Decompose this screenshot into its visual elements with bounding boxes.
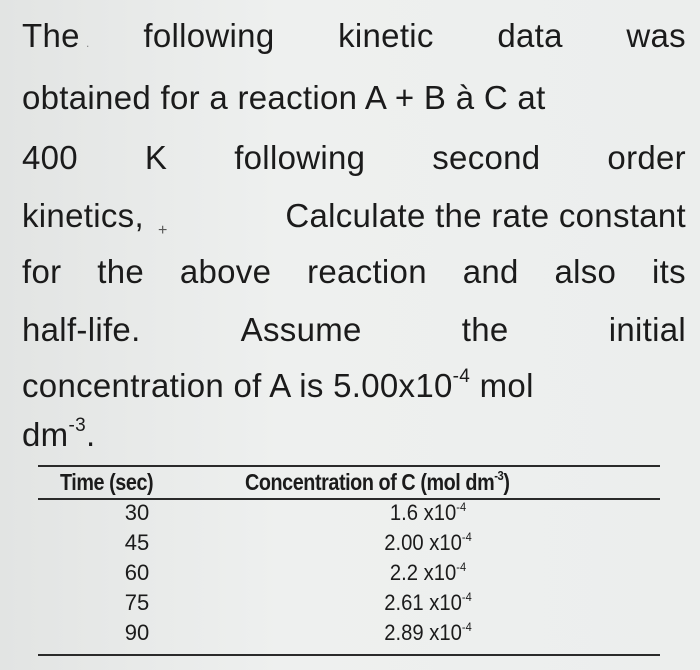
question-line-3	[22, 138, 686, 178]
word: K	[144, 139, 168, 176]
value: 2.00 x10	[384, 530, 462, 555]
column-header-concentration	[245, 467, 510, 497]
unit-text: mol	[470, 367, 534, 404]
word: the	[461, 311, 509, 348]
exponent: -4	[456, 560, 467, 574]
concentration-cell	[364, 618, 493, 648]
table-row	[38, 618, 660, 648]
time-cell: 30	[124, 500, 150, 525]
word: reaction	[307, 253, 427, 290]
word: The	[22, 17, 80, 54]
table-row	[38, 588, 660, 618]
header-text: Concentration of C (mol dm	[245, 469, 495, 495]
time-cell: 75	[124, 590, 150, 615]
concentration-cell	[364, 498, 493, 528]
column-header-time: Time (sec)	[60, 469, 154, 495]
word: 400	[22, 139, 78, 176]
exponent: -4	[461, 590, 472, 604]
value: 2.61 x10	[384, 590, 462, 615]
line-text	[22, 415, 95, 455]
table-row	[38, 498, 660, 528]
question-line-7	[22, 366, 686, 406]
word: also	[554, 253, 617, 290]
line-text: Calculate the rate constant	[285, 197, 686, 234]
word: initial	[608, 311, 686, 348]
exponent: -3	[68, 415, 86, 436]
word: above	[179, 253, 272, 290]
value: 2.2 x10	[389, 560, 457, 585]
word: kinetic	[338, 17, 434, 54]
stray-mark: .	[86, 36, 90, 50]
word: second	[432, 139, 541, 176]
exponent: -4	[456, 500, 467, 514]
word: order	[607, 139, 686, 176]
header-text: )	[503, 469, 510, 495]
word: data	[497, 17, 563, 54]
kinetic-data-table	[38, 462, 662, 658]
time-cell: 45	[124, 530, 150, 555]
word: its	[652, 253, 686, 290]
exponent: -4	[461, 530, 472, 544]
value: 2.89 x10	[384, 620, 462, 645]
word: kinetics,	[22, 197, 144, 234]
line-text: obtained for a reaction A + B à C at	[22, 79, 546, 116]
word: following	[143, 17, 275, 54]
value: 1.6 x10	[389, 500, 457, 525]
table-bottom-rule	[38, 654, 660, 656]
concentration-cell	[364, 588, 493, 618]
word: following	[234, 139, 366, 176]
word: for	[22, 253, 62, 290]
question-line-6	[22, 310, 686, 350]
word: Assume	[240, 311, 362, 348]
exponent: -4	[452, 366, 471, 387]
table-row	[38, 528, 660, 558]
concentration-cell	[364, 528, 493, 558]
exponent: -4	[461, 620, 472, 634]
word: half-life.	[22, 311, 141, 348]
line-text	[22, 366, 534, 406]
cursor-crosshair-icon: +	[158, 222, 168, 239]
time-cell: 60	[124, 560, 150, 585]
period: .	[85, 416, 96, 453]
word: and	[462, 253, 519, 290]
question-line-8	[22, 415, 686, 455]
word: was	[626, 17, 686, 54]
question-line-1	[22, 16, 686, 56]
concentration-cell	[364, 558, 493, 588]
question-line-2	[22, 78, 686, 118]
unit-text: dm	[22, 416, 69, 453]
table-row	[38, 558, 660, 588]
time-cell: 90	[124, 620, 150, 645]
question-line-5	[22, 252, 686, 292]
word: the	[97, 253, 145, 290]
question-line-4	[22, 196, 686, 236]
exponent: -3	[494, 468, 504, 483]
concentration-text: concentration of A is 5.00x10	[22, 367, 453, 404]
